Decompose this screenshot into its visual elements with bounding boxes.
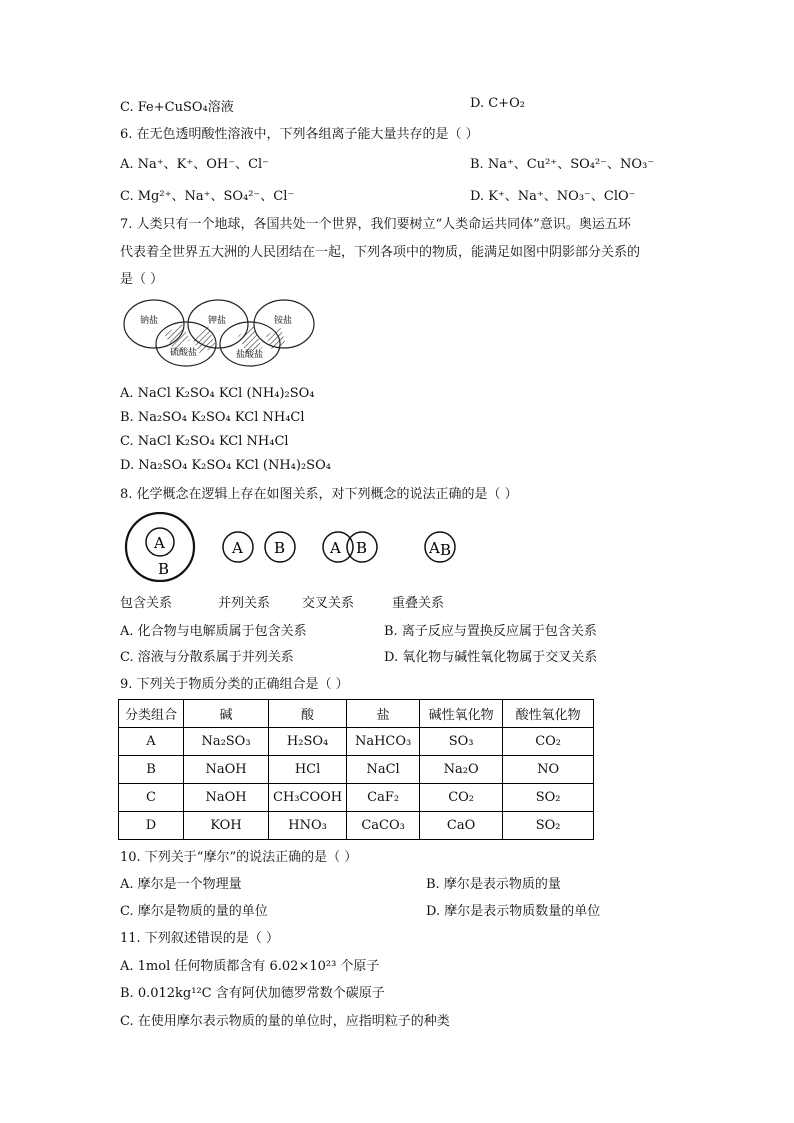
contain-label-a: A [154, 534, 165, 552]
table-cell: KOH [184, 812, 269, 840]
table-cell: D [119, 812, 184, 840]
q11-option-b: B. 0.012kg¹²C 含有阿伏加德罗常数个碳原子 [120, 986, 385, 1001]
venn-label-2: 钾盐 [208, 316, 227, 326]
q8-option-b: B. 离子反应与置换反应属于包含关系 [384, 624, 597, 639]
table-header-row [119, 700, 594, 728]
q8-label-parallel: 并列关系 [218, 596, 271, 611]
table-cell: NaOH [184, 784, 269, 812]
header-cell: 分类组合 [119, 700, 184, 728]
table-cell: NaOH [184, 756, 269, 784]
table-cell: B [119, 756, 184, 784]
table-cell: Na₂O [420, 756, 503, 784]
table-cell: CO₂ [503, 728, 594, 756]
table-cell: HCl [269, 756, 347, 784]
table-cell: HNO₃ [269, 812, 347, 840]
q7-option-b: B. Na₂SO₄ K₂SO₄ KCl NH₄Cl [120, 410, 305, 425]
contain-label-b: B [158, 560, 170, 578]
q8-stem: 8. 化学概念在逻辑上存在如图关系，对下列概念的说法正确的是（ ） [120, 487, 518, 502]
table-cell: CaF₂ [347, 784, 420, 812]
table-row [119, 812, 594, 840]
table-cell: A [119, 728, 184, 756]
q11-option-a: A. 1mol 任何物质都含有 6.02×10²³ 个原子 [120, 959, 380, 974]
q8-label-cross: 交叉关系 [302, 596, 355, 611]
header-cell: 碱性氧化物 [420, 700, 503, 728]
venn-label-5: 盐酸盐 [236, 350, 264, 360]
table-cell: CaO [420, 812, 503, 840]
q8-option-d: D. 氧化物与碱性氧化物属于交叉关系 [384, 650, 598, 665]
q8-relation-diagram [120, 512, 480, 582]
q7-stem-line3: 是（ ） [120, 272, 164, 287]
table-cell: NaHCO₃ [347, 728, 420, 756]
table-cell: H₂SO₄ [269, 728, 347, 756]
table-cell: CO₂ [420, 784, 503, 812]
header-cell: 酸性氧化物 [503, 700, 594, 728]
table-cell: CH₃COOH [269, 784, 347, 812]
overlap-label-b: B [440, 541, 452, 559]
table-cell: SO₃ [420, 728, 503, 756]
q7-stem-line1: 7. 人类只有一个地球，各国共处一个世界，我们要树立“人类命运共同体”意识。奥运五环 [120, 217, 631, 232]
table-cell: NaCl [347, 756, 420, 784]
cross-label-a: A [330, 539, 341, 557]
cross-label-b: B [356, 539, 368, 557]
q5-option-c: C. Fe+CuSO₄溶液 [120, 100, 234, 115]
table-row [119, 728, 594, 756]
table-cell: Na₂SO₃ [184, 728, 269, 756]
table-row [119, 784, 594, 812]
parallel-label-b: B [274, 539, 286, 557]
venn-label-1: 钠盐 [140, 316, 159, 326]
q7-venn-diagram [120, 296, 320, 368]
q6-option-d: D. K⁺、Na⁺、NO₃⁻、ClO⁻ [470, 189, 636, 204]
q5-option-d: D. C+O₂ [470, 96, 525, 111]
venn-label-3: 铵盐 [274, 316, 293, 326]
q11-option-c: C. 在使用摩尔表示物质的量的单位时，应指明粒子的种类 [120, 1014, 450, 1029]
q8-option-c: C. 溶液与分散系属于并列关系 [120, 650, 294, 665]
q9-stem: 9. 下列关于物质分类的正确组合是（ ） [120, 677, 349, 692]
table-cell: C [119, 784, 184, 812]
q10-option-b: B. 摩尔是表示物质的量 [426, 877, 561, 892]
overlap-label-a: A [429, 539, 440, 557]
table-row [119, 756, 594, 784]
parallel-label-a: A [232, 539, 243, 557]
q10-option-d: D. 摩尔是表示物质数量的单位 [426, 904, 601, 919]
shade-4 [266, 326, 286, 350]
q9-classification-table [118, 699, 594, 840]
header-cell: 酸 [269, 700, 347, 728]
table-cell: NO [503, 756, 594, 784]
q8-label-overlap: 重叠关系 [392, 596, 445, 611]
q7-option-a: A. NaCl K₂SO₄ KCl (NH₄)₂SO₄ [120, 386, 315, 401]
q6-stem: 6. 在无色透明酸性溶液中，下列各组离子能大量共存的是（ ） [120, 127, 479, 142]
table-cell: SO₂ [503, 784, 594, 812]
table-cell: SO₂ [503, 812, 594, 840]
q7-option-d: D. Na₂SO₄ K₂SO₄ KCl (NH₄)₂SO₄ [120, 458, 331, 473]
table-cell: CaCO₃ [347, 812, 420, 840]
q6-option-b: B. Na⁺、Cu²⁺、SO₄²⁻、NO₃⁻ [470, 157, 655, 172]
venn-label-4: 硫酸盐 [170, 348, 198, 358]
q7-stem-line2: 代表着全世界五大洲的人民团结在一起，下列各项中的物质，能满足如图中阴影部分关系的 [120, 245, 641, 260]
q11-stem: 11. 下列叙述错误的是（ ） [120, 931, 279, 946]
header-cell: 碱 [184, 700, 269, 728]
q6-option-a: A. Na⁺、K⁺、OH⁻、Cl⁻ [120, 157, 270, 172]
q10-option-a: A. 摩尔是一个物理量 [120, 877, 242, 892]
header-cell: 盐 [347, 700, 420, 728]
q8-label-contain: 包含关系 [120, 596, 173, 611]
q7-option-c: C. NaCl K₂SO₄ KCl NH₄Cl [120, 434, 289, 449]
shade-1 [164, 324, 190, 350]
q10-option-c: C. 摩尔是物质的量的单位 [120, 904, 268, 919]
q10-stem: 10. 下列关于“摩尔”的说法正确的是（ ） [120, 850, 358, 865]
q6-option-c: C. Mg²⁺、Na⁺、SO₄²⁻、Cl⁻ [120, 189, 295, 204]
q8-option-a: A. 化合物与电解质属于包含关系 [120, 624, 307, 639]
